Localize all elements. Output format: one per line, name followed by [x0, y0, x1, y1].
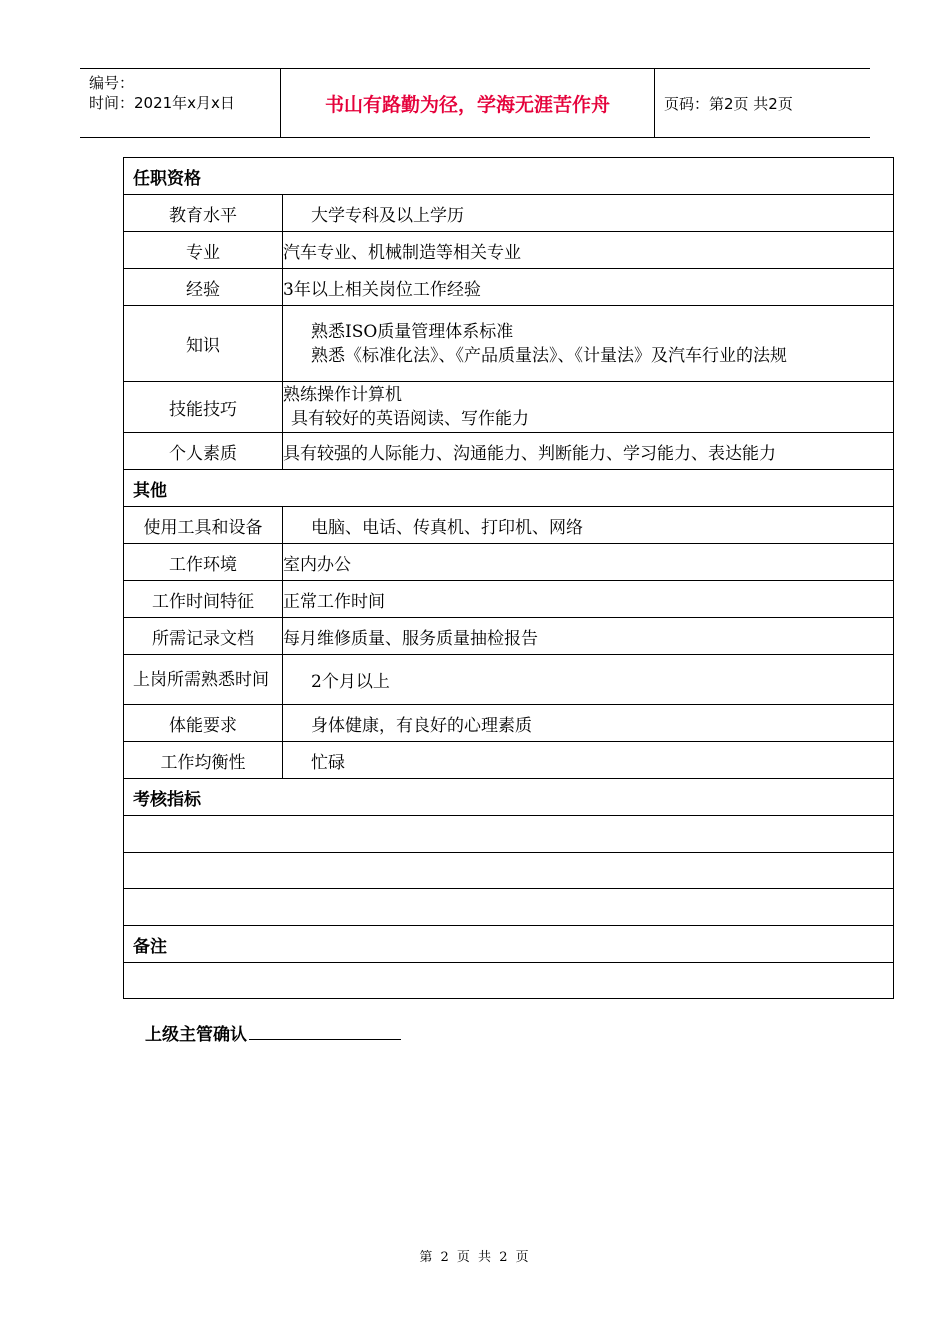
confirm-label: 上级主管确认 — [145, 1025, 247, 1045]
knowledge-line-2: 熟悉《标准化法》、《产品质量法》、《计量法》及汽车行业的法规 — [311, 345, 787, 366]
header-meta — [80, 69, 281, 137]
job-description-table — [123, 157, 894, 999]
row-label: 知识 — [124, 306, 283, 382]
row-label: 工作环境 — [124, 544, 283, 581]
supervisor-confirmation — [145, 1020, 401, 1045]
row-label: 工作时间特征 — [124, 581, 283, 618]
row-value: 电脑、电话、传真机、打印机、网络 — [283, 507, 894, 544]
section-remarks: 备注 — [124, 926, 894, 963]
knowledge-line-1: 熟悉ISO质量管理体系标准 — [311, 321, 514, 342]
row-label: 使用工具和设备 — [124, 507, 283, 544]
row-label: 经验 — [124, 269, 283, 306]
number-label: 编号： — [89, 74, 135, 92]
empty-row — [124, 963, 894, 999]
time-label: 时间：2021年x月x日 — [89, 94, 235, 112]
row-label: 个人素质 — [124, 433, 283, 470]
skill-line-2: 具有较好的英语阅读、写作能力 — [291, 409, 529, 429]
row-value: 2个月以上 — [283, 655, 894, 705]
page-footer: 第 2 页 共 2 页 — [419, 1250, 531, 1265]
row-value: 忙碌 — [283, 742, 894, 779]
header-page-info: 页码：第2页 共2页 — [664, 94, 793, 113]
section-qualifications: 任职资格 — [124, 158, 894, 195]
row-value: 3年以上相关岗位工作经验 — [283, 269, 894, 306]
row-value: 正常工作时间 — [283, 581, 894, 618]
header-slogan: 书山有路勤为径，学海无涯苦作舟 — [281, 69, 655, 137]
empty-row — [124, 889, 894, 926]
row-label: 技能技巧 — [124, 382, 283, 433]
section-other: 其他 — [124, 470, 894, 507]
row-value: 每月维修质量、服务质量抽检报告 — [283, 618, 894, 655]
empty-row — [124, 816, 894, 853]
row-label: 所需记录文档 — [124, 618, 283, 655]
row-label: 工作均衡性 — [124, 742, 283, 779]
row-label: 教育水平 — [124, 195, 283, 232]
row-value: 身体健康，有良好的心理素质 — [283, 705, 894, 742]
row-label: 上岗所需熟悉时间 — [124, 655, 283, 705]
row-value: 室内办公 — [283, 544, 894, 581]
row-label: 体能要求 — [124, 705, 283, 742]
row-value: 具有较强的人际能力、沟通能力、判断能力、学习能力、表达能力 — [283, 433, 894, 470]
row-label: 专业 — [124, 232, 283, 269]
row-value-multiline — [283, 382, 894, 433]
signature-line[interactable] — [249, 1021, 401, 1040]
skill-line-1: 熟练操作计算机 — [283, 385, 402, 405]
row-value: 大学专科及以上学历 — [283, 195, 894, 232]
row-value: 汽车专业、机械制造等相关专业 — [283, 232, 894, 269]
empty-row — [124, 853, 894, 889]
page-header — [80, 68, 870, 138]
row-value-multiline — [283, 306, 894, 382]
section-kpi: 考核指标 — [124, 779, 894, 816]
